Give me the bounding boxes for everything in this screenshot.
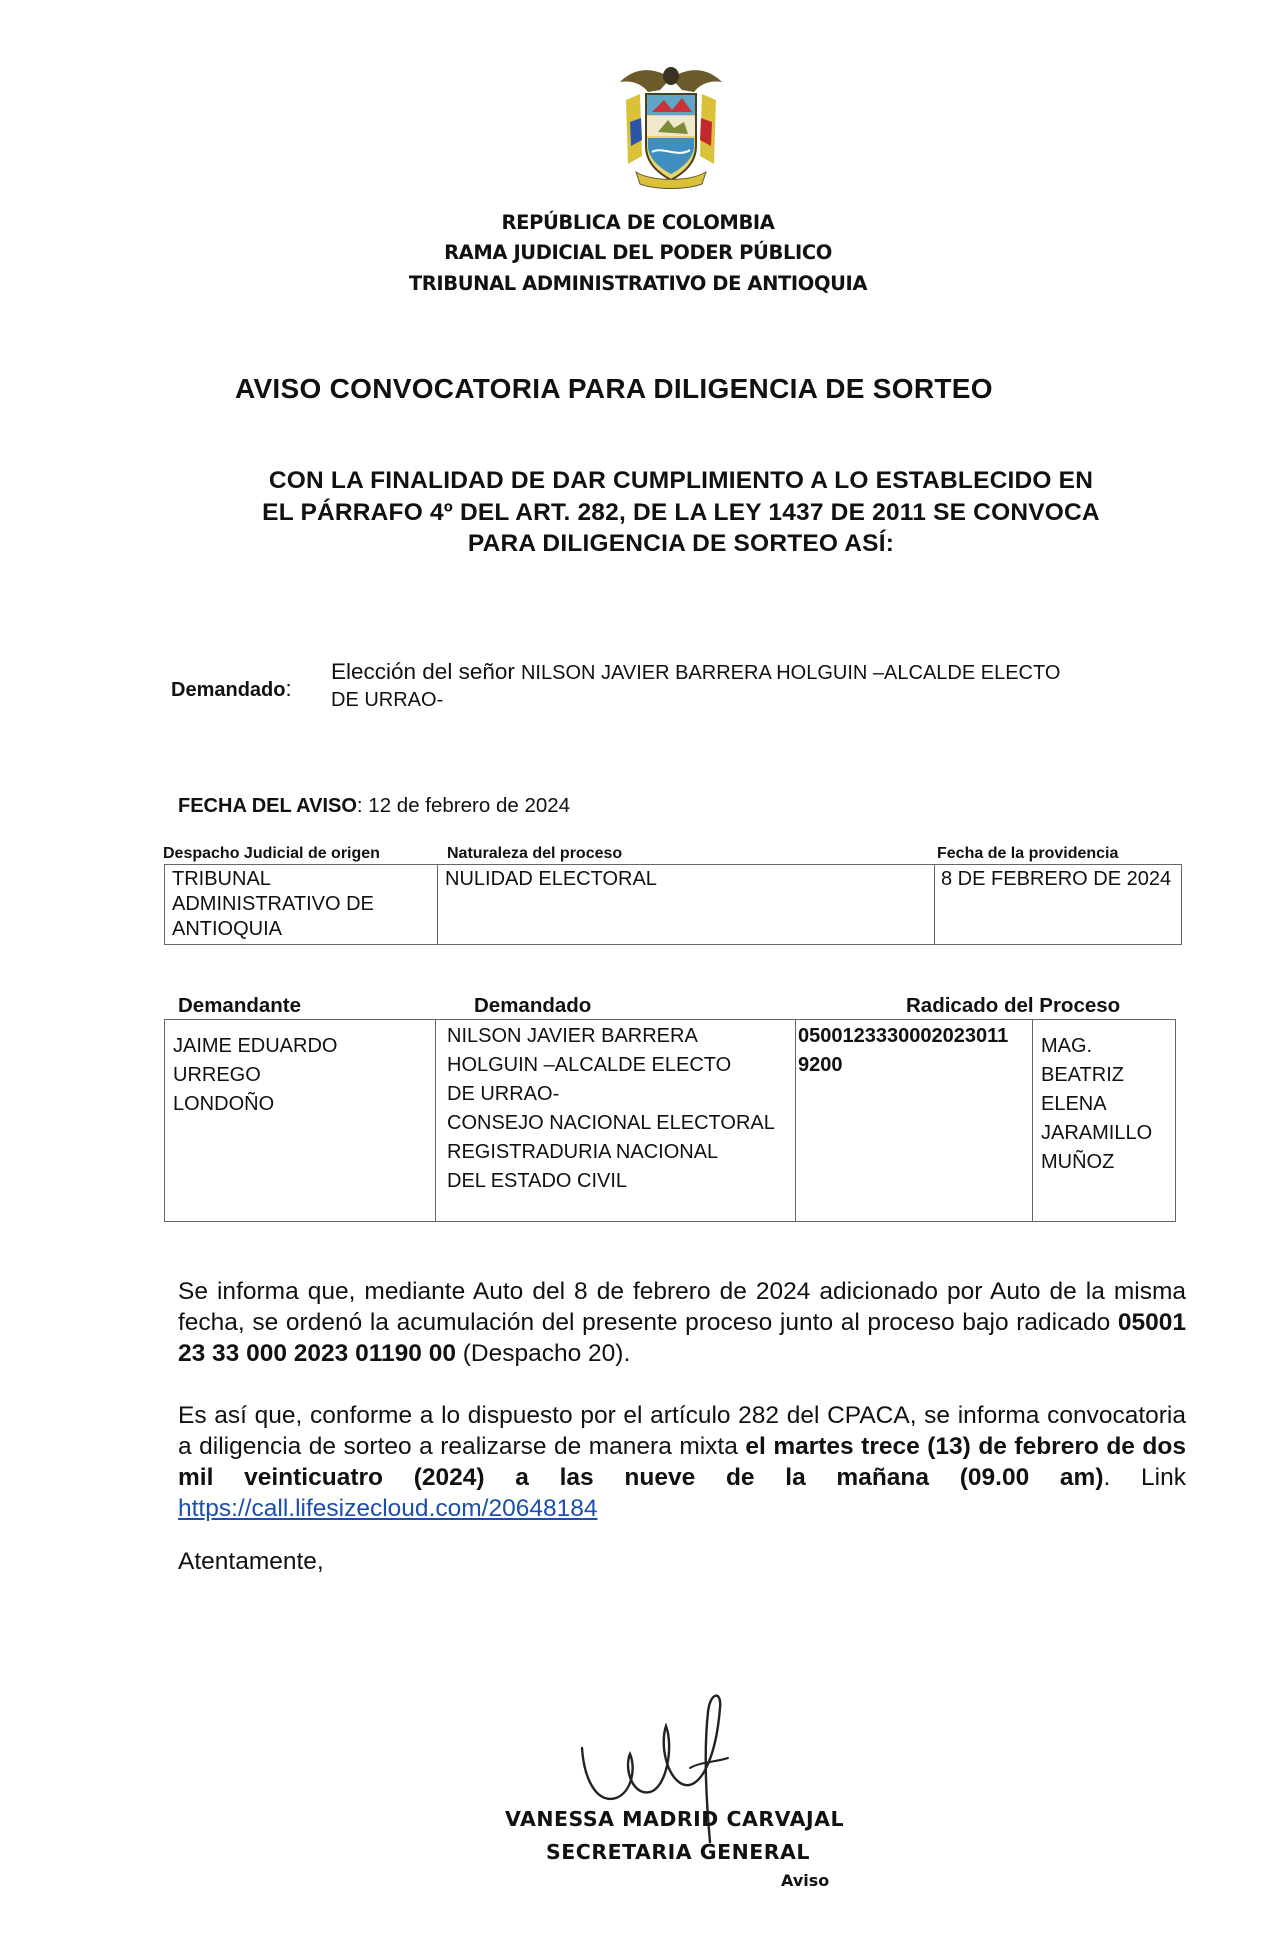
table1-despacho-line-1: TRIBUNAL — [172, 868, 271, 890]
table1-header-naturaleza: Naturaleza del proceso — [447, 845, 623, 862]
table2-magistrado-line-5: MUÑOZ — [1041, 1151, 1115, 1173]
table2-cell-demandante — [165, 1020, 436, 1222]
table1-despacho-line-2: ADMINISTRATIVO DE — [172, 893, 374, 915]
table2-magistrado-line-4: JARAMILLO — [1041, 1122, 1153, 1144]
demandado-label: Demandado — [171, 679, 286, 701]
paragraph2-text-b: . Link — [1103, 1464, 1186, 1491]
header-line-rama-judicial: RAMA JUDICIAL DEL PODER PÚBLICO — [444, 241, 832, 264]
closing-text: Atentamente, — [178, 1548, 324, 1575]
fecha-aviso — [178, 794, 570, 818]
demandado-prefix: Elección del señor — [331, 659, 515, 684]
subtitle-line-2: EL PÁRRAFO 4º DEL ART. 282, DE LA LEY 1437 DE 2011 SE CONVOCA — [262, 499, 1100, 526]
table2-header-demandante: Demandante — [178, 994, 302, 1017]
table2-cell-radicado — [796, 1020, 1033, 1222]
signature-note: Aviso — [781, 1871, 830, 1890]
subtitle-line-1: CON LA FINALIDAD DE DAR CUMPLIMIENTO A LO ESTABLECIDO EN — [268, 467, 1094, 494]
table-row — [165, 1020, 1176, 1222]
paragraph2-fecha-hora: el martes trece (13) de febrero de dos mil veinticuatro (2024) a las nueve de la mañana (09.00 am) — [178, 1433, 1186, 1491]
table2-demandado-line-1: NILSON JAVIER BARRERA — [447, 1025, 698, 1047]
table1-cell-despacho — [165, 865, 438, 945]
demandado-colon: : — [285, 676, 292, 701]
table2-demandado-line-2: HOLGUIN –ALCALDE ELECTO — [447, 1054, 732, 1076]
table1-despacho-line-3: ANTIOQUIA — [172, 918, 283, 940]
table2-magistrado-line-1: MAG. — [1041, 1035, 1093, 1057]
subtitle-line-3: PARA DILIGENCIA DE SORTEO ASÍ: — [467, 530, 895, 557]
table2-demandado-line-4: CONSEJO NACIONAL ELECTORAL — [447, 1112, 775, 1134]
table-row — [165, 865, 1182, 945]
paragraph-acumulacion — [178, 1276, 1186, 1369]
signatory-name: VANESSA MADRID CARVAJAL — [505, 1807, 845, 1831]
document-title: AVISO CONVOCATORIA PARA DILIGENCIA DE SORTEO — [235, 373, 993, 404]
table2-cell-demandado — [436, 1020, 796, 1222]
signatory-role: SECRETARIA GENERAL — [546, 1840, 810, 1864]
table1-header-despacho: Despacho Judicial de origen — [163, 845, 380, 862]
fecha-aviso-value: : 12 de febrero de 2024 — [356, 794, 571, 817]
header-line-tribunal: TRIBUNAL ADMINISTRATIVO DE ANTIOQUIA — [408, 272, 868, 295]
table2-cell-magistrado — [1033, 1020, 1176, 1222]
table-partes — [164, 1019, 1176, 1222]
table2-header-demandado: Demandado — [474, 994, 592, 1017]
header-line-republica: REPÚBLICA DE COLOMBIA — [501, 211, 775, 234]
table1-cell-fecha: 8 DE FEBRERO DE 2024 — [935, 865, 1182, 945]
table2-demandado-line-3: DE URRAO- — [447, 1083, 560, 1105]
paragraph1-text-a: Se informa que, mediante Auto del 8 de febrero de 2024 adicionado por Auto de la misma fecha, se ordenó la acumulación del presente proceso junto al proceso bajo radicado — [178, 1278, 1186, 1336]
table2-radicado-line-1: 0500123330002023011 — [798, 1025, 1009, 1047]
table2-magistrado-line-3: ELENA — [1041, 1093, 1107, 1115]
paragraph1-text-b: (Despacho 20). — [455, 1340, 631, 1367]
meeting-link[interactable]: https://call.lifesizecloud.com/20648184 — [178, 1495, 598, 1522]
coat-of-arms-icon — [612, 60, 730, 190]
paragraph-convocatoria — [178, 1400, 1186, 1524]
demandado-value — [331, 658, 1060, 714]
table2-demandado-line-6: DEL ESTADO CIVIL — [447, 1170, 628, 1192]
table2-magistrado-line-2: BEATRIZ — [1041, 1064, 1124, 1086]
paragraph2-text-a: Es así que, conforme a lo dispuesto por el artículo 282 del CPACA, se informa convocatoria a diligencia de sorteo a realizarse de manera mixta — [178, 1402, 1186, 1460]
table2-demandado-line-5: REGISTRADURIA NACIONAL — [447, 1141, 719, 1163]
table1-cell-naturaleza: NULIDAD ELECTORAL — [438, 865, 935, 945]
table2-demandante-line-1: JAIME EDUARDO URREGO — [173, 1035, 338, 1086]
table2-header-radicado: Radicado del Proceso — [906, 994, 1121, 1017]
table2-radicado-line-2: 9200 — [798, 1054, 843, 1076]
table1-header-fecha: Fecha de la providencia — [937, 845, 1119, 862]
fecha-aviso-label: FECHA DEL AVISO — [178, 795, 357, 817]
demandado-name-line-2: DE URRAO- — [331, 689, 444, 711]
table-despacho — [164, 864, 1182, 945]
paragraph1-radicado: 05001 23 33 000 2023 01190 00 — [178, 1309, 1186, 1367]
demandado-label-row — [171, 676, 292, 702]
demandado-name-line-1: NILSON JAVIER BARRERA HOLGUIN –ALCALDE ELECTO — [520, 662, 1061, 684]
table2-demandante-line-2: LONDOÑO — [173, 1093, 275, 1115]
